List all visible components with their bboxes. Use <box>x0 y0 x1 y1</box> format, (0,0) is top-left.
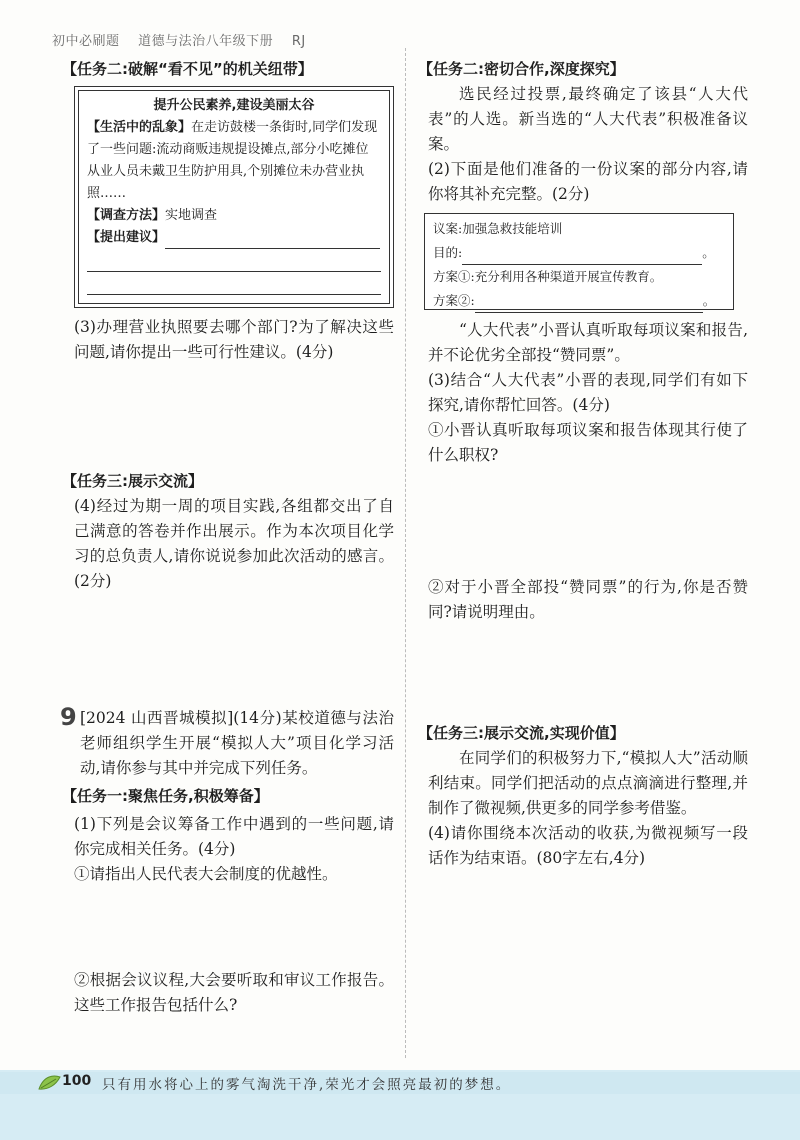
right-q3a: ①小晋认真听取每项议案和报告体现其行使了什么职权? <box>428 421 748 464</box>
series-name: 初中必刷题 <box>52 34 120 49</box>
left-q1a-answer-area[interactable] <box>74 890 394 965</box>
survey-box-inner <box>78 90 390 304</box>
right-task3-title: 【任务三:展示交流,实现价值】 <box>418 724 625 742</box>
right-intro: 选民经过投票,最终确定了该县“人大代表”的人选。新当选的“人大代表”积极准备议案。 <box>428 85 748 153</box>
chaos-text: 在走访鼓楼一条街时,同学们发现了一些问题:流动商贩违规提设摊点,部分小吃摊位从业人员未戴卫生防护用具,个别摊位未办营业执照…… <box>87 120 378 201</box>
proposal-box <box>424 213 734 310</box>
method-label: 【调查方法】 <box>87 208 166 223</box>
edition-tag: RJ <box>291 34 306 49</box>
right-q4-answer-area[interactable] <box>428 875 748 1045</box>
right-story: “人大代表”小晋认真听取每项议案和报告,并不论优劣全部投“赞同票”。 <box>428 321 748 364</box>
right-wrap: 在同学们的积极努力下,“模拟人大”活动顺利结束。同学们把活动的点点滴滴进行整理,并制作了微视频,供更多的同学参考借鉴。 <box>428 749 748 817</box>
left-task1-title: 【任务一:聚焦任务,积极筹备】 <box>62 787 269 805</box>
method-line <box>87 205 381 227</box>
q9-intro: [2024 山西晋城模拟](14分)某校道德与法治老师组织学生开展“模拟人大”项目化学习活动,请你参与其中并完成下列任务。 <box>80 709 394 777</box>
column-divider <box>405 48 406 1058</box>
left-q4-answer-area[interactable] <box>74 600 394 700</box>
purpose-line: 目的: 。 <box>433 241 725 265</box>
suggest-line <box>87 227 381 249</box>
right-q3b-answer-area[interactable] <box>428 625 748 715</box>
left-q3-answer-area[interactable] <box>74 365 394 465</box>
right-q4: (4)请你围绕本次活动的收获,为微视频写一段话作为结束语。(80字左右,4分) <box>428 824 748 867</box>
suggest-answer-line-3[interactable] <box>87 272 381 295</box>
left-q1b: ②根据会议议程,大会要听取和审议工作报告。这些工作报告包括什么? <box>74 971 394 1014</box>
question-number: 9 <box>60 703 77 731</box>
right-q3a-answer-area[interactable] <box>428 470 748 570</box>
plan2-answer-line[interactable] <box>475 294 703 313</box>
subject-name: 道德与法治八年级下册 <box>138 34 274 49</box>
leaf-icon <box>36 1071 62 1093</box>
right-task2-title: 【任务二:密切合作,深度探究】 <box>418 60 625 78</box>
right-q3b: ②对于小晋全部投“赞同票”的行为,你是否赞同?请说明理由。 <box>428 578 748 621</box>
right-q2: (2)下面是他们准备的一份议案的部分内容,请你将其补充完整。(2分) <box>428 160 748 203</box>
page-number: 100 <box>62 1073 92 1089</box>
chaos-label: 【生活中的乱象】 <box>87 120 192 135</box>
survey-box-title: 提升公民素养,建设美丽太谷 <box>153 98 315 113</box>
footer-motto: 只有用水将心上的雾气淘洗干净,荣光才会照亮最初的梦想。 <box>102 1077 512 1093</box>
method-text: 实地调查 <box>165 208 218 223</box>
right-q3: (3)结合“人大代表”小晋的表现,同学们有如下探究,请你帮忙回答。(4分) <box>428 371 748 414</box>
plan2-label: 方案②: <box>433 293 475 308</box>
left-task3-title: 【任务三:展示交流】 <box>62 472 203 490</box>
suggest-answer-line-2[interactable] <box>87 249 381 272</box>
survey-box <box>74 86 394 308</box>
purpose-answer-line[interactable] <box>462 246 702 265</box>
plan1-line: 方案①:充分利用各种渠道开展宣传教育。 <box>433 269 663 284</box>
chaos-paragraph <box>87 117 381 205</box>
running-header <box>52 30 320 49</box>
plan2-line: 方案②: 。 <box>433 289 725 313</box>
purpose-label: 目的: <box>433 245 463 260</box>
suggest-label: 【提出建议】 <box>87 230 166 245</box>
left-task2-title: 【任务二:破解“看不见”的机关纽带】 <box>62 60 313 78</box>
left-q1: (1)下列是会议筹备工作中遇到的一些问题,请你完成相关任务。(4分) <box>74 815 394 858</box>
left-q4: (4)经过为期一周的项目实践,各组都交出了自己满意的答卷并作出展示。作为本次项目化学习的总负责人,请你说说参加此次活动的感言。(2分) <box>74 497 394 590</box>
left-q1a: ①请指出人民代表大会制度的优越性。 <box>74 865 338 883</box>
left-q3: (3)办理营业执照要去哪个部门?为了解决这些问题,请你提出一些可行性建议。(4分) <box>74 318 394 361</box>
suggest-answer-line-1[interactable] <box>165 230 380 249</box>
proposal-title: 议案:加强急救技能培训 <box>433 221 563 236</box>
